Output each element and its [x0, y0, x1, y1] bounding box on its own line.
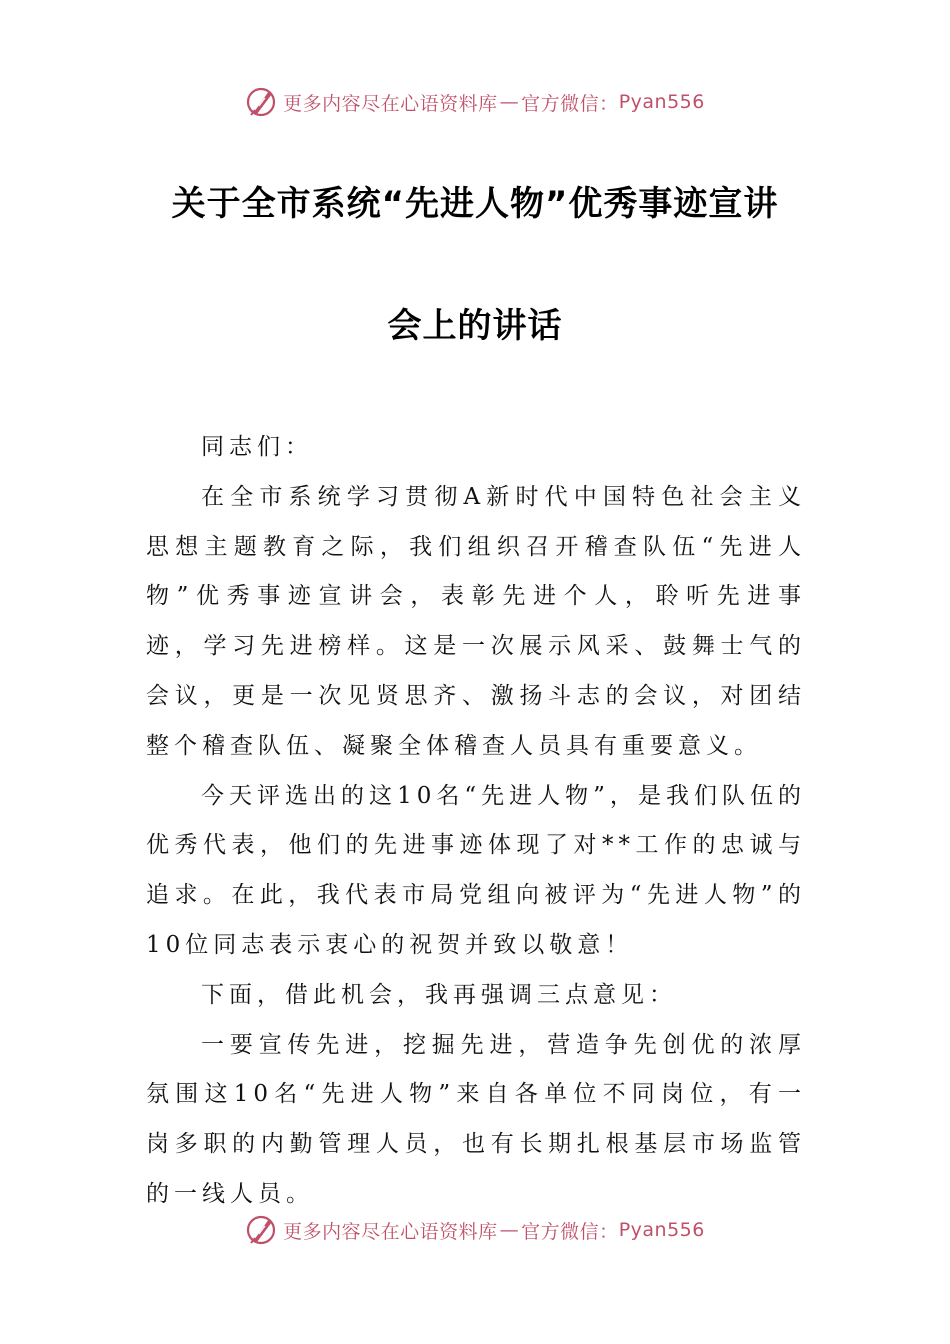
footer-watermark	[0, 1210, 950, 1250]
document-title-line-1: 关于全市系统“先进人物”优秀事迹宣讲	[171, 184, 779, 224]
quill-pen-logo-icon	[245, 1213, 279, 1247]
document-title-line-2: 会上的讲话	[387, 306, 563, 346]
paragraph: 一要宣传先进，挖掘先进，营造争先创优的浓厚氛围这10名“先进人物”来自各单位不同岗位，有一岗多职的内勤管理人员，也有长期扎根基层市场监管的一线人员。	[146, 1031, 806, 1207]
salutation: 同志们：	[201, 434, 313, 460]
watermark-separator: —	[499, 1219, 520, 1241]
header-watermark	[0, 82, 950, 122]
watermark-separator: —	[499, 91, 520, 113]
watermark-text: 更多内容尽在心语资料库	[283, 92, 498, 115]
watermark-label: 官方微信：	[521, 1220, 619, 1243]
paragraph: 今天评选出的这10名“先进人物”，是我们队伍的优秀代表，他们的先进事迹体现了对**工作的忠诚与追求。在此，我代表市局党组向被评为“先进人物”的10位同志表示衷心的祝贺并致以敬意！	[146, 782, 806, 958]
paragraph: 在全市系统学习贯彻A新时代中国特色社会主义思想主题教育之际，我们组织召开稽查队伍“先进人物”优秀事迹宣讲会，表彰先进个人，聆听先进事迹，学习先进榜样。这是一次展示风采、鼓舞士气的会议，更是一次见贤思齐、激扬斗志的会议，对团结整个稽查队伍、凝聚全体稽查人员具有重要意义。	[146, 483, 806, 759]
watermark-wechat-id: Pyan556	[618, 1219, 705, 1241]
paragraph: 下面，借此机会，我再强调三点意见：	[201, 981, 677, 1008]
document-body	[146, 423, 806, 1220]
quill-pen-logo-icon	[245, 85, 279, 119]
watermark-text: 更多内容尽在心语资料库	[283, 1220, 498, 1243]
watermark-wechat-id: Pyan556	[618, 91, 705, 113]
watermark-label: 官方微信：	[521, 92, 619, 115]
